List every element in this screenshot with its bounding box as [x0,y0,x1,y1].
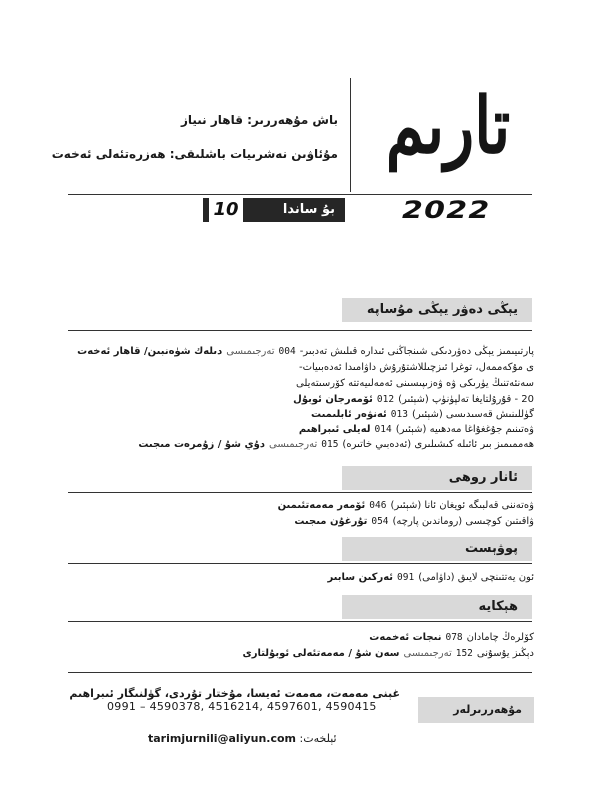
editors-label-box [418,697,534,723]
deputy-editor: مۇئاۋىن نەشرىيات باشلىقى: ھەزرەتئەلى ئەخەت [51,147,338,161]
section-header [342,595,532,619]
entry-author: تۇرغۇن مىجىت [294,516,368,527]
entry-page: 014 [374,424,392,435]
entry-title: ھەممىمىز بىر ئائىلە كىشىلىرى (ئەدەبىي خاتىرە) [342,439,534,450]
entry-page: 078 [445,632,463,643]
logo-text: تارىم [385,79,511,171]
section-header [342,466,532,490]
entry-author: ئۆمەر مەمەتئىمىن [277,500,366,511]
entry-author: نىجات ئەخمەت [369,632,442,643]
toc-entry[interactable] [294,515,534,529]
section-divider [68,621,532,622]
toc-entry[interactable] [77,345,534,359]
entry-page: 046 [369,500,387,511]
section-title: ھېكايە [478,599,518,614]
entry-page: 012 [376,394,395,405]
email-line [148,732,337,745]
entry-title: پارتىيىمىز يېڭى دەۋردىكى شىنجاڭنى ئىدارە قىلىش تەدبىر- [299,346,534,357]
section-divider [68,492,532,493]
section-divider [68,563,532,564]
email-address[interactable]: tarimjurnili@aliyun.com [148,732,297,745]
entry-role: تەرجىمىسى [226,346,275,357]
magazine-logo [378,78,518,188]
section-header [342,298,532,322]
entry-title-continuation: سەنئەتنىڭ يۈرىكى ۋە ۋەزىپىسىنى ئەمەلىيەتتە كۆرسىتەيلى [296,378,534,389]
toc-entry[interactable] [243,647,534,661]
editors-label: مۇھەررىرلەر [453,703,522,716]
phone-numbers: 0991 – 4590378, 4516214, 4597601, 4590415 [107,700,377,713]
entry-author: ئۆمەرجان ئوبۇل [293,394,373,405]
entry-title: كۆلرەڭ چامادان [466,632,534,643]
entry-author: دىلەك شۈەنبىن/ قاھار ئەخەت [77,346,223,357]
entry-page: 152 [455,648,473,659]
entry-title: ۋاقىتىن كوچىسى (روماندىن پارچە) [392,516,534,527]
entry-author: سەن شۇ / مەمەتئەلى ئوبۇلتارى [242,648,400,659]
entry-role: تەرجىمىسى [269,439,318,450]
section-divider [68,330,532,331]
toc-entry[interactable] [311,408,534,422]
entry-page: 054 [371,516,389,527]
entry-author: دۇي شۇ / زۇمرەت مىجىت [138,439,266,450]
email-label: ئېلخەت: [299,732,337,745]
issue-year: 2022 [402,196,491,224]
toc-entry[interactable] [327,571,534,585]
entry-author: ئەركىن سابىر [327,572,394,583]
toc-entry[interactable] [278,499,534,513]
entry-title: گۈللىنىش قەسىدىسى (شېئىر) [411,409,534,420]
entry-title: ئون يەتتىنچى لايىق (داۋامى) [418,572,534,583]
header-divider-horizontal [68,194,532,195]
toc-entry[interactable] [299,423,534,437]
entry-page: 015 [321,439,339,450]
section-title: پوۋېست [465,541,518,556]
entry-title: 20 - قۇرۇلتايغا تەلپۈنۈپ (شېئىر) [398,394,534,405]
issue-number: 10 [209,198,243,222]
issue-label: بۇ ساندا [282,202,335,217]
section-title: ئانار روھى [448,470,518,485]
toc-entry[interactable] [138,438,534,452]
entry-title: ۋەتەننى قەلبىگە ئويغان ئانا (شېئىر) [390,500,534,511]
entry-page: 091 [397,572,415,583]
issue-banner [203,198,345,222]
section-header [342,537,532,561]
entry-page: 004 [278,346,296,357]
section-title: يېڭى دەۋر يېڭى مۇساپە [366,302,518,317]
header-divider-vertical [350,78,351,192]
toc-entry[interactable] [369,631,534,645]
entry-title-continuation: ى مۇكەممەل، توغرا ئىزچىللاشتۇرۇش داۋامىدا ئەدەبىيات- [298,362,534,373]
editors-names: غېنى مەمەت، مەمەت ئەيسا، مۇختار تۇردى، گۈلنىگار ئىبراھىم [69,687,400,700]
chief-editor: باش مۇھەررىر: قاھار نىياز [180,113,338,127]
entry-role: تەرجىمىسى [403,648,452,659]
entry-author: ئەنۋەر ئابلىمىت [311,409,387,420]
entry-author: لەيلى ئىبراھىم [298,424,371,435]
entry-page: 013 [390,409,408,420]
entry-title: ۋەتىنىم جۇغغۇاغا مەدھىيە (شېئىر) [395,424,534,435]
toc-entry[interactable] [293,393,534,407]
footer-divider [68,672,532,673]
entry-title: دېڭىز يۇسۇنى [476,648,534,659]
